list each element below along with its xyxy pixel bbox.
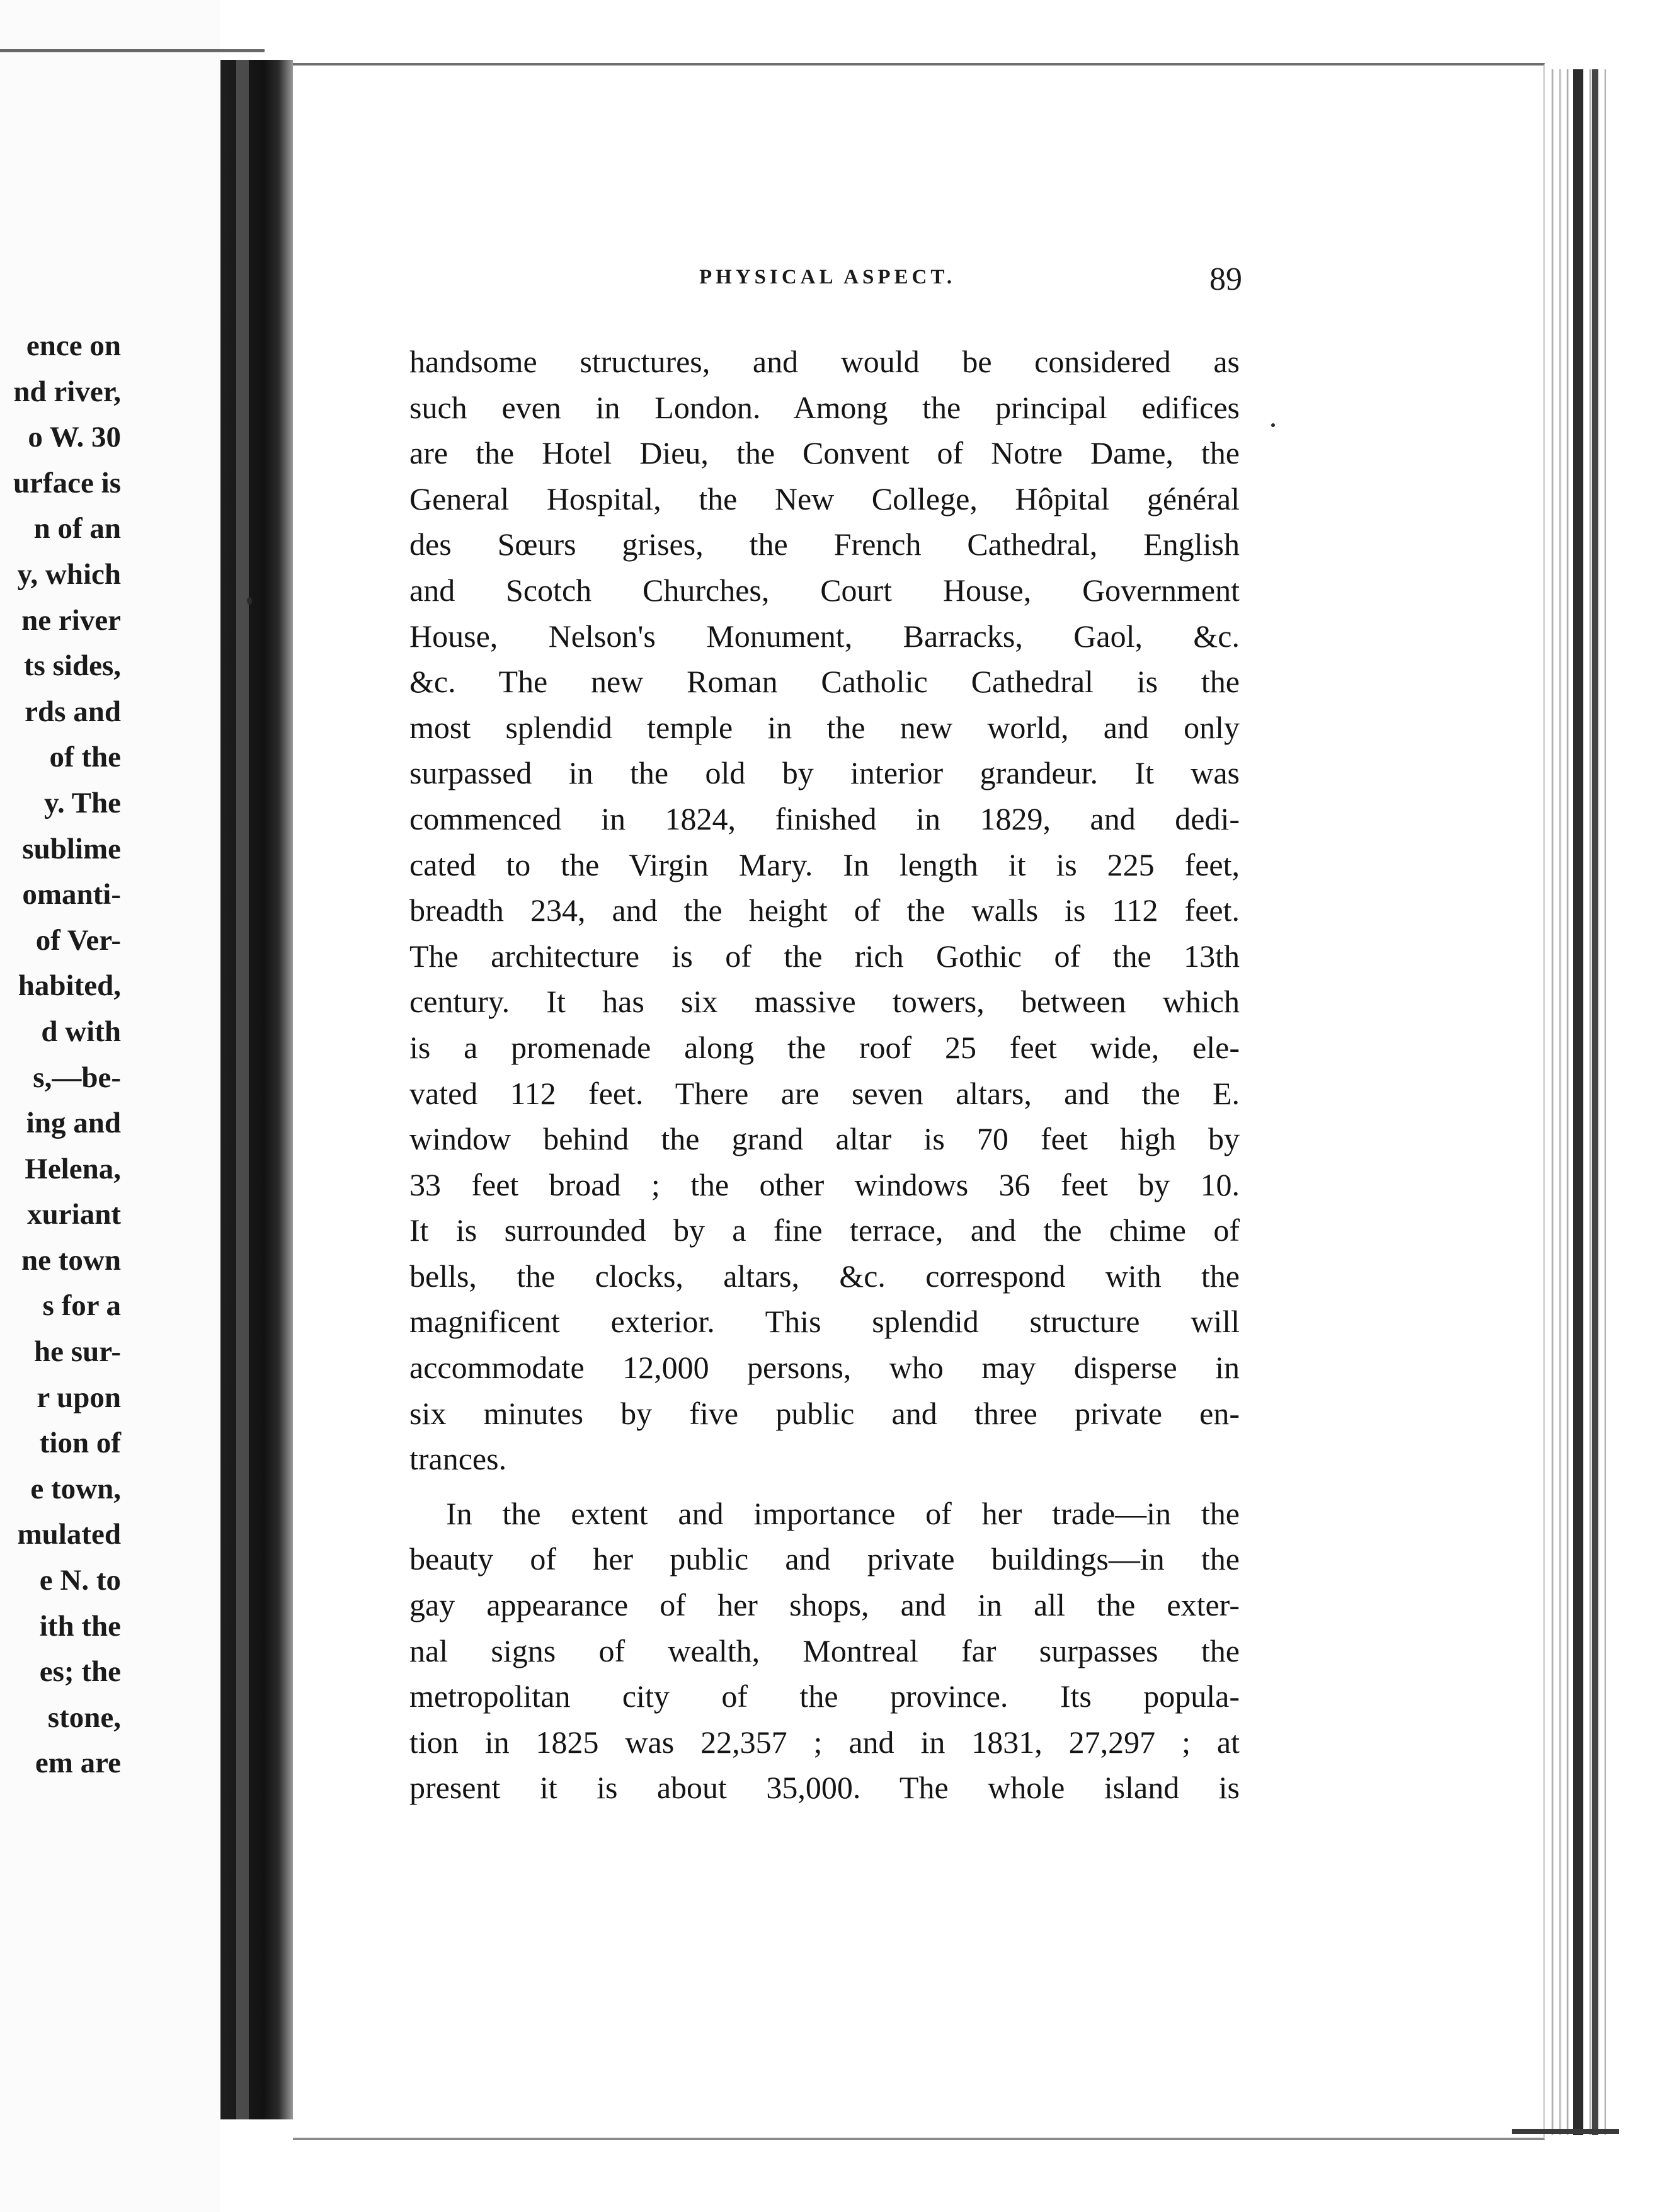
text-line: handsome structures, and would be considered as bbox=[409, 344, 1240, 379]
facing-page-line: ith the bbox=[39, 1609, 121, 1643]
text-line: nal signs of wealth, Montreal far surpasses the bbox=[409, 1633, 1240, 1668]
text-line: are the Hotel Dieu, the Convent of Notre Dame, the bbox=[409, 435, 1240, 471]
facing-page-line: es; the bbox=[39, 1655, 121, 1689]
facing-page-line: nd river, bbox=[13, 375, 121, 408]
text-line: magnificent exterior. This splendid structure will bbox=[409, 1304, 1240, 1340]
text-line: &c. The new Roman Catholic Cathedral is the bbox=[409, 664, 1240, 700]
text-line: century. It has six massive towers, between which bbox=[409, 984, 1240, 1020]
facing-page-line: omanti- bbox=[22, 878, 121, 911]
text-line: cated to the Virgin Mary. In length it is 225 feet, bbox=[409, 847, 1240, 882]
text-line: most splendid temple in the new world, and only bbox=[409, 709, 1240, 745]
text-line: vated 112 feet. There are seven altars, and the E. bbox=[409, 1075, 1240, 1111]
text-line: present it is about 35,000. The whole island is bbox=[409, 1770, 1240, 1806]
text-line: six minutes by five public and three private en- bbox=[409, 1395, 1240, 1431]
book-gutter bbox=[220, 60, 293, 2119]
page-bottom-shadow bbox=[1512, 2129, 1619, 2134]
facing-page-text bbox=[0, 323, 121, 1786]
facing-page-line: em are bbox=[35, 1747, 121, 1780]
facing-page-line: ence on bbox=[26, 329, 121, 362]
text-line: 33 feet broad ; the other windows 36 feet by 10. bbox=[409, 1166, 1240, 1202]
facing-page-line: ne river bbox=[21, 603, 121, 637]
facing-page-line: sublime bbox=[22, 832, 121, 865]
text-line: surpassed in the old by interior grandeur. It was bbox=[409, 755, 1240, 791]
text-line: The architecture is of the rich Gothic of the 13th bbox=[409, 938, 1240, 974]
text-line: General Hospital, the New College, Hôpital général bbox=[409, 481, 1240, 516]
text-line: It is surrounded by a fine terrace, and the chime of bbox=[409, 1212, 1240, 1248]
facing-page-line: y, which bbox=[17, 557, 121, 591]
facing-page-line: ing and bbox=[26, 1107, 121, 1140]
facing-page-line: e town, bbox=[30, 1472, 121, 1505]
running-head bbox=[0, 261, 1668, 304]
text-line: des Sœurs grises, the French Cathedral, English bbox=[409, 527, 1240, 562]
facing-page-fragment bbox=[0, 0, 220, 2212]
page-number: 89 bbox=[1209, 261, 1242, 297]
gutter-highlight bbox=[236, 60, 249, 2119]
running-head-title: PHYSICAL ASPECT. bbox=[699, 266, 956, 288]
text-line: metropolitan city of the province. Its popula- bbox=[409, 1679, 1240, 1714]
facing-page-line: r upon bbox=[37, 1381, 121, 1414]
text-line: bells, the clocks, altars, &c. correspond with the bbox=[409, 1258, 1240, 1294]
facing-page-line: urface is bbox=[13, 466, 121, 499]
paragraph-first-line: In the extent and importance of her trade—in the bbox=[446, 1495, 1240, 1531]
facing-page-line: of Ver- bbox=[35, 923, 121, 957]
text-line: tion in 1825 was 22,357 ; and in 1831, 27,297 ; at bbox=[409, 1724, 1240, 1760]
facing-page-line: y. The bbox=[44, 786, 121, 819]
facing-page-line: s,—be- bbox=[33, 1061, 121, 1094]
page-edges bbox=[1546, 69, 1606, 2135]
text-line: trances. bbox=[409, 1441, 507, 1477]
text-line: is a promenade along the roof 25 feet wide, ele- bbox=[409, 1029, 1240, 1065]
facing-page-line: mulated bbox=[17, 1518, 121, 1551]
body-text bbox=[409, 339, 1240, 1811]
facing-page-line: Helena, bbox=[25, 1152, 121, 1185]
text-line: beauty of her public and private buildings—in the bbox=[409, 1541, 1240, 1577]
facing-page-line: rds and bbox=[25, 695, 121, 728]
facing-page-line: ne town bbox=[21, 1243, 121, 1277]
text-line: House, Nelson's Monument, Barracks, Gaol, &c. bbox=[409, 618, 1240, 654]
facing-page-line: o W. 30 bbox=[28, 421, 121, 454]
facing-page-line: xuriant bbox=[27, 1198, 121, 1231]
facing-page-line: tion of bbox=[39, 1427, 121, 1460]
facing-page-line: stone, bbox=[47, 1701, 121, 1734]
page-edge-shadow bbox=[1592, 69, 1598, 2135]
facing-page-line: he sur- bbox=[34, 1335, 121, 1369]
text-line: gay appearance of her shops, and in all the exter- bbox=[409, 1587, 1240, 1623]
facing-page-line: n of an bbox=[33, 512, 121, 545]
ink-speck bbox=[1271, 423, 1275, 427]
facing-page-line: s for a bbox=[42, 1289, 121, 1323]
facing-page-line: d with bbox=[41, 1015, 121, 1048]
page-edge-shadow bbox=[1573, 69, 1583, 2135]
text-line: breadth 234, and the height of the walls is 112 feet. bbox=[409, 892, 1240, 928]
text-line: accommodate 12,000 persons, who may disperse in bbox=[409, 1350, 1240, 1386]
facing-page-line: of the bbox=[49, 741, 121, 774]
facing-page-line: habited, bbox=[18, 969, 121, 1003]
facing-page-top-edge bbox=[0, 49, 265, 52]
text-line: commenced in 1824, finished in 1829, and dedi- bbox=[409, 801, 1240, 836]
facing-page-line: ts sides, bbox=[23, 649, 121, 683]
text-line: such even in London. Among the principal edifices bbox=[409, 389, 1240, 425]
facing-page-line: e N. to bbox=[39, 1564, 121, 1597]
text-line: and Scotch Churches, Court House, Government bbox=[409, 572, 1240, 608]
ink-speck bbox=[247, 597, 252, 605]
text-line: window behind the grand altar is 70 feet high by bbox=[409, 1121, 1240, 1157]
